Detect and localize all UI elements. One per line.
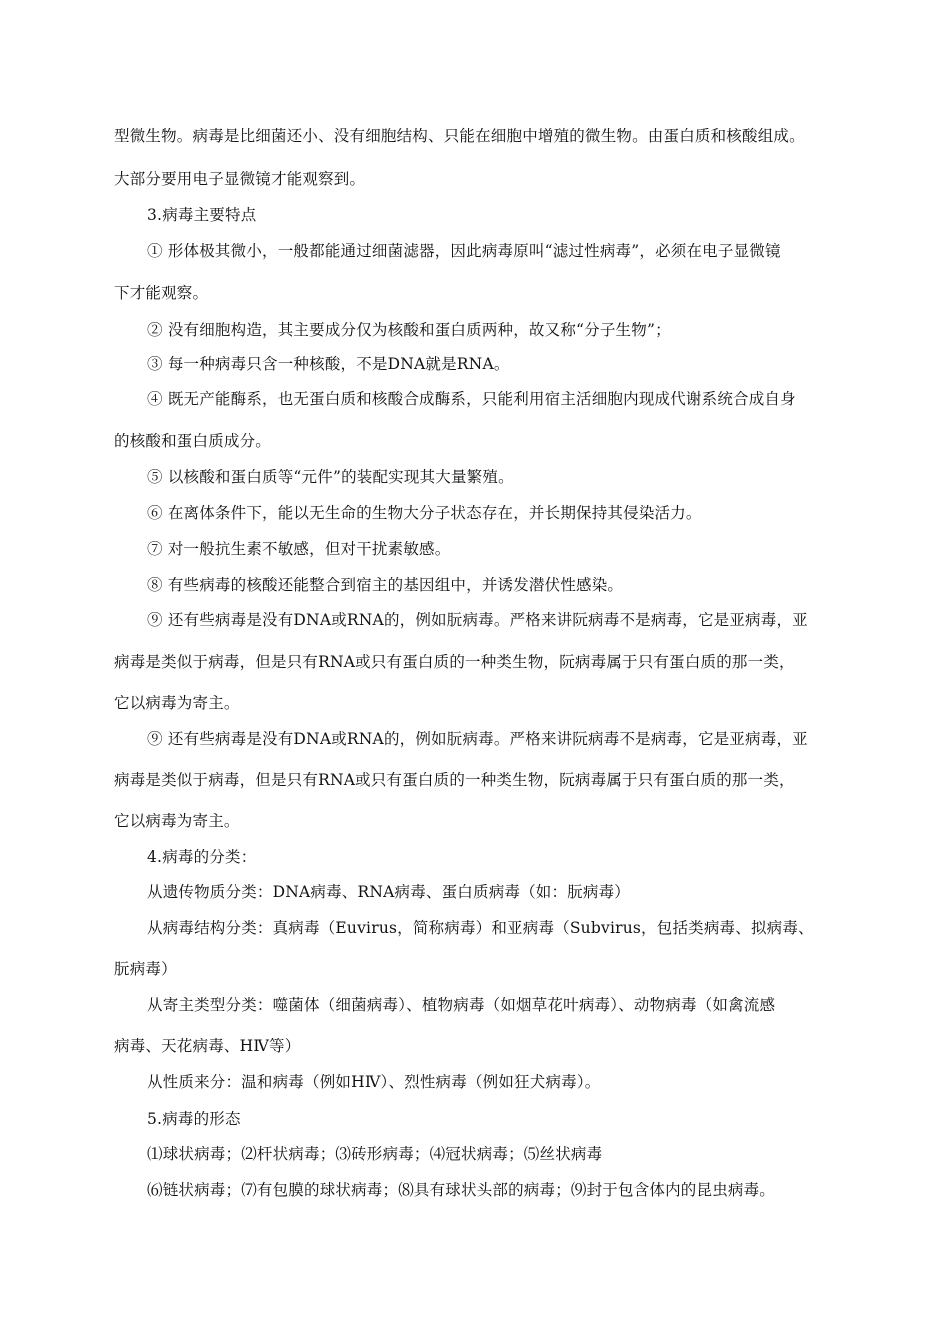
- list-item: ⑧ 有些病毒的核酸还能整合到宿主的基因组中，并诱发潜伏性感染。: [147, 576, 624, 594]
- paragraph-line: 病毒是类似于病毒，但是只有RNA或只有蛋白质的一种类生物，阮病毒属于只有蛋白质的那一类，: [114, 771, 795, 789]
- paragraph-line: 的核酸和蛋白质成分。: [114, 432, 272, 450]
- paragraph-line: ⑴球状病毒；⑵杆状病毒；⑶砖形病毒；⑷冠状病毒；⑸丝状病毒: [147, 1145, 603, 1163]
- list-item: ⑦ 对一般抗生素不敏感，但对干扰素敏感。: [147, 540, 451, 558]
- section-heading: 4.病毒的分类：: [147, 848, 257, 866]
- list-item: ⑨ 还有些病毒是没有DNA或RNA的，例如朊病毒。严格来讲阮病毒不是病毒，它是亚病毒，亚: [147, 730, 808, 748]
- paragraph-line: 病毒是类似于病毒，但是只有RNA或只有蛋白质的一种类生物，阮病毒属于只有蛋白质的那一类，: [114, 653, 795, 671]
- paragraph-line: 从寄主类型分类：噬菌体（细菌病毒）、植物病毒（如烟草花叶病毒）、动物病毒（如禽流感: [147, 996, 776, 1014]
- list-item: ⑨ 还有些病毒是没有DNA或RNA的，例如朊病毒。严格来讲阮病毒不是病毒，它是亚病毒，亚: [147, 611, 808, 629]
- section-heading: 3.病毒主要特点: [147, 206, 257, 224]
- paragraph-line: 大部分要用电子显微镜才能观察到。: [114, 170, 366, 188]
- list-item: ② 没有细胞构造，其主要成分仅为核酸和蛋白质两种，故又称“分子生物”；: [147, 321, 671, 339]
- paragraph-line: 从遗传物质分类：DNA病毒、RNA病毒、蛋白质病毒（如：朊病毒）: [147, 883, 631, 901]
- paragraph-line: 下才能观察。: [114, 284, 209, 302]
- paragraph-line: 它以病毒为寄主。: [114, 694, 240, 712]
- paragraph-line: 从病毒结构分类：真病毒（Euvirus，简称病毒）和亚病毒（Subvirus，包括类病毒、拟病毒、: [147, 919, 814, 937]
- paragraph-line: ⑹链状病毒；⑺有包膜的球状病毒；⑻具有球状头部的病毒；⑼封于包含体内的昆虫病毒。: [147, 1181, 776, 1199]
- list-item: ① 形体极其微小，一般都能通过细菌滤器，因此病毒原叫“滤过性病毒”，必须在电子显微镜: [147, 242, 781, 260]
- paragraph-line: 从性质来分：温和病毒（例如HⅣ）、烈性病毒（例如狂犬病毒）。: [147, 1073, 601, 1091]
- paragraph-line: 朊病毒）: [114, 960, 177, 978]
- paragraph-line: 病毒、天花病毒、HⅣ等）: [114, 1037, 301, 1055]
- list-item: ③ 每一种病毒只含一种核酸，不是DNA就是RNA。: [147, 355, 510, 373]
- list-item: ④ 既无产能酶系，也无蛋白质和核酸合成酶系，只能利用宿主活细胞内现成代谢系统合成自身: [147, 390, 796, 408]
- list-item: ⑤ 以核酸和蛋白质等“元件”的装配实现其大量繁殖。: [147, 468, 514, 486]
- section-heading: 5.病毒的形态: [147, 1110, 241, 1128]
- paragraph-line: 它以病毒为寄主。: [114, 812, 240, 830]
- list-item: ⑥ 在离体条件下，能以无生命的生物大分子状态存在，并长期保持其侵染活力。: [147, 504, 702, 522]
- paragraph-line: 型微生物。病毒是比细菌还小、没有细胞结构、只能在细胞中增殖的微生物。由蛋白质和核酸组成。: [114, 127, 805, 145]
